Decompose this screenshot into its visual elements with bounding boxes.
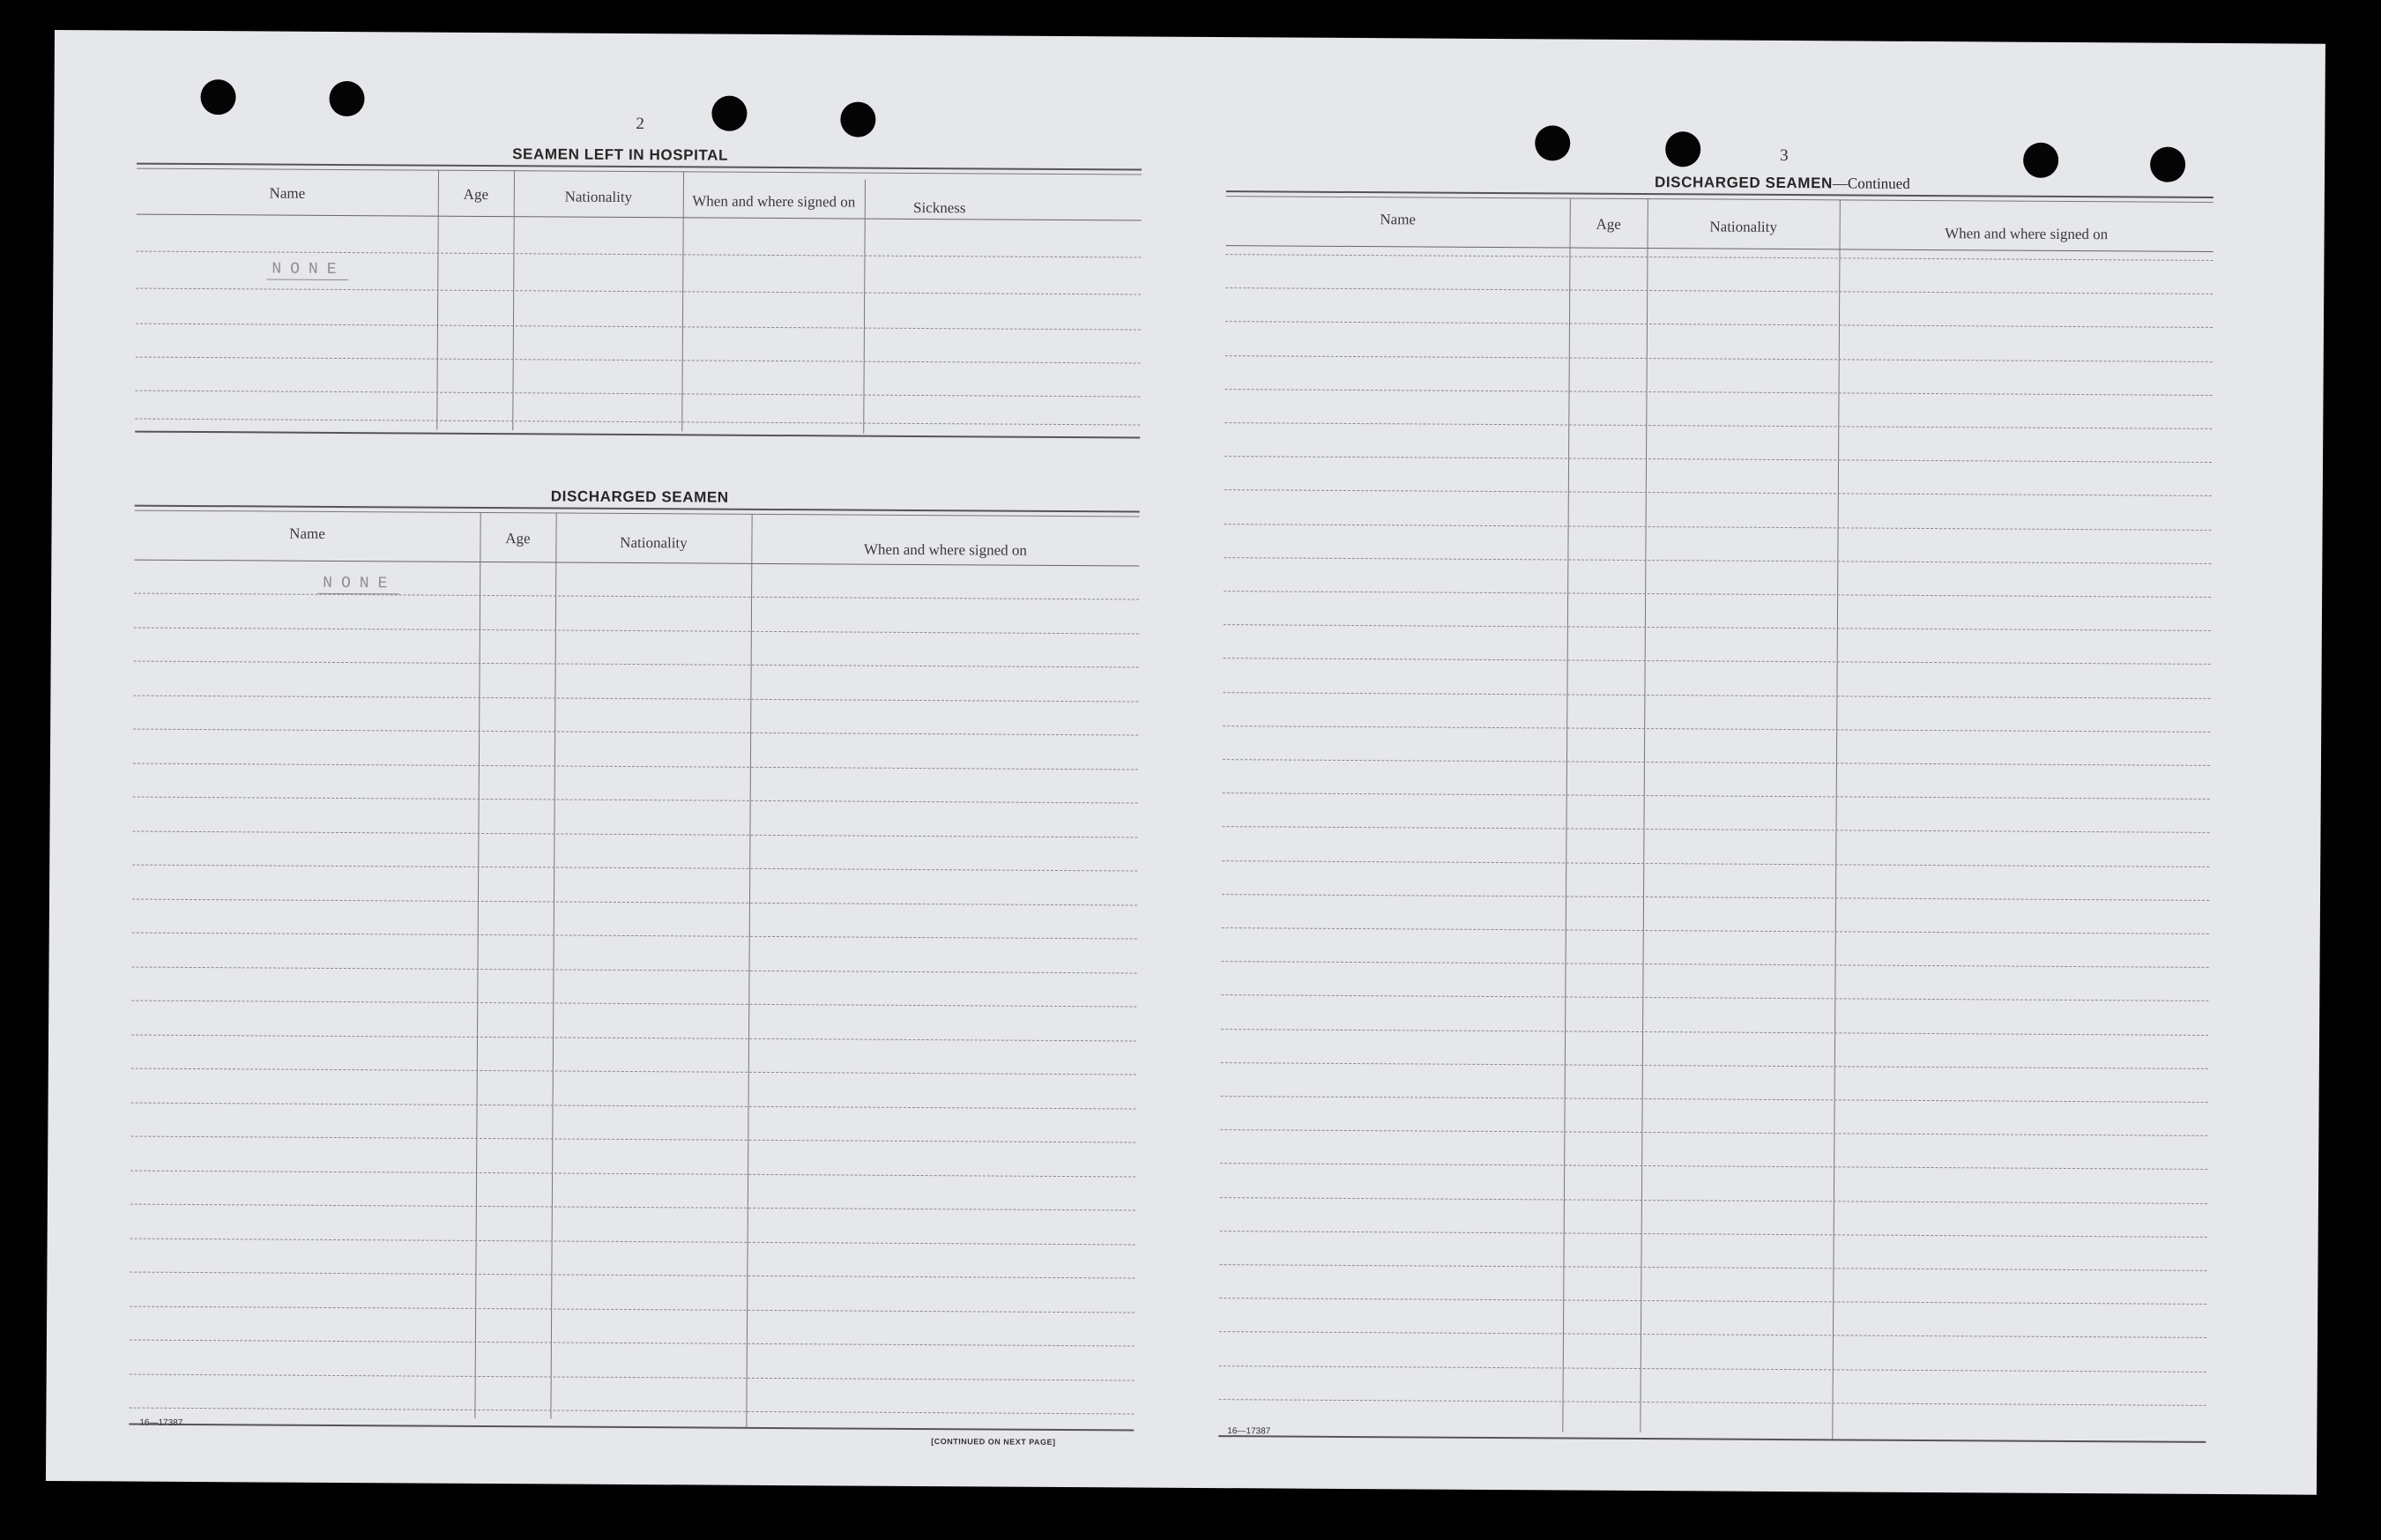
ruled-line xyxy=(1222,927,2209,934)
ruled-line xyxy=(131,1034,1136,1041)
ruled-line xyxy=(133,695,1138,702)
ruled-line xyxy=(132,966,1137,973)
continued-note: [CONTINUED ON NEXT PAGE] xyxy=(931,1437,1056,1447)
ruled-line xyxy=(1224,591,2211,598)
column-header-age: Age xyxy=(505,530,531,547)
ruled-line xyxy=(1225,287,2213,294)
ruled-line xyxy=(1221,1062,2208,1069)
entry-none: NONE xyxy=(317,575,399,595)
page-number: 3 xyxy=(1780,145,1789,166)
ruled-line xyxy=(1220,1197,2207,1204)
ruled-line xyxy=(1221,1029,2208,1036)
punch-hole xyxy=(711,96,747,131)
ruled-line xyxy=(1219,1399,2206,1406)
ruled-line xyxy=(129,1408,1134,1415)
form-number: 16—17387 xyxy=(139,1417,183,1428)
ruled-line xyxy=(1225,389,2213,396)
ruled-line xyxy=(1225,322,2213,329)
page-number: 2 xyxy=(636,115,644,134)
column-header-signed-on: When and where signed on xyxy=(1945,225,2109,243)
punch-hole xyxy=(1535,125,1570,160)
punch-hole xyxy=(2023,143,2058,178)
title-suffix: —Continued xyxy=(1832,175,1910,192)
column-header-name: Name xyxy=(1380,211,1417,228)
ruled-line xyxy=(130,1373,1135,1380)
ruled-line xyxy=(1220,1163,2207,1170)
ruled-line xyxy=(1219,1298,2206,1305)
discharged-table xyxy=(129,505,1139,1439)
form-number: 16—17387 xyxy=(1227,1426,1271,1437)
ruled-line xyxy=(131,1001,1136,1008)
ruled-line xyxy=(1225,355,2213,362)
left-page xyxy=(46,30,1201,1488)
ruled-line xyxy=(131,1068,1136,1075)
ruled-line xyxy=(132,898,1137,905)
punch-hole xyxy=(2150,147,2185,182)
ruled-line xyxy=(1222,894,2209,901)
ruled-line xyxy=(1222,860,2209,867)
ruled-line xyxy=(131,1102,1136,1109)
column-header-nationality: Nationality xyxy=(1709,218,1777,235)
column-header-name: Name xyxy=(269,184,306,202)
ruled-line xyxy=(1223,692,2210,699)
ruled-line xyxy=(1220,1231,2207,1238)
ruled-line xyxy=(1219,1365,2206,1373)
ruled-line xyxy=(133,763,1138,770)
title-main: DISCHARGED SEAMEN xyxy=(1654,174,1833,192)
ruled-line xyxy=(134,627,1139,634)
ruled-line xyxy=(1220,1129,2207,1136)
ruled-line xyxy=(1223,759,2210,766)
ruled-line xyxy=(1221,994,2208,1001)
column-header-age: Age xyxy=(1596,215,1621,233)
entry-none: NONE xyxy=(266,260,348,280)
ruled-line xyxy=(1224,456,2212,463)
hospital-section-title: SEAMEN LEFT IN HOSPITAL xyxy=(512,145,729,164)
ruled-line xyxy=(1219,1331,2206,1338)
ruled-line xyxy=(130,1204,1135,1211)
ruled-line xyxy=(132,865,1137,872)
ruled-line xyxy=(1223,792,2210,800)
ruled-line xyxy=(1224,557,2211,564)
discharged-section-title: DISCHARGED SEAMEN xyxy=(550,487,729,506)
ruled-line xyxy=(132,933,1137,940)
column-header-nationality: Nationality xyxy=(620,533,688,552)
ruled-line xyxy=(130,1306,1135,1313)
ruled-line xyxy=(1223,725,2210,733)
column-header-signed-on: When and where signed on xyxy=(863,540,1028,559)
punch-hole xyxy=(329,81,364,116)
scanned-form-sheet xyxy=(46,30,2325,1495)
punch-hole xyxy=(200,79,235,115)
ruled-line xyxy=(130,1340,1135,1347)
ruled-line xyxy=(1224,524,2212,531)
ruled-line xyxy=(1219,1264,2206,1271)
ruled-line xyxy=(133,797,1138,804)
hospital-table xyxy=(135,163,1142,444)
column-header-age: Age xyxy=(463,185,489,204)
right-page xyxy=(1192,37,2325,1495)
ruled-line xyxy=(130,1238,1135,1245)
column-header-nationality: Nationality xyxy=(564,188,633,206)
ruled-line xyxy=(1224,624,2211,631)
ruled-line xyxy=(133,729,1138,736)
punch-hole xyxy=(840,101,875,137)
ruled-line xyxy=(130,1272,1135,1279)
ruled-line xyxy=(1221,1096,2208,1103)
punch-hole xyxy=(1665,131,1700,167)
ruled-line xyxy=(1222,961,2209,968)
ruled-line xyxy=(1222,826,2209,833)
ruled-line xyxy=(1224,658,2211,666)
ruled-line xyxy=(134,661,1139,668)
column-header-signed-on: When and where signed on xyxy=(692,192,856,211)
discharged-continued-table xyxy=(1218,190,2214,1448)
ruled-line xyxy=(1224,422,2212,429)
ruled-line xyxy=(134,593,1139,600)
ruled-line xyxy=(130,1170,1135,1177)
column-header-name: Name xyxy=(289,524,325,542)
ruled-line xyxy=(1225,254,2213,261)
column-header-sickness: Sickness xyxy=(912,198,966,217)
ruled-line xyxy=(132,830,1137,837)
discharged-continued-title xyxy=(1655,174,1910,193)
ruled-line xyxy=(130,1136,1135,1143)
ruled-line xyxy=(1224,490,2212,497)
